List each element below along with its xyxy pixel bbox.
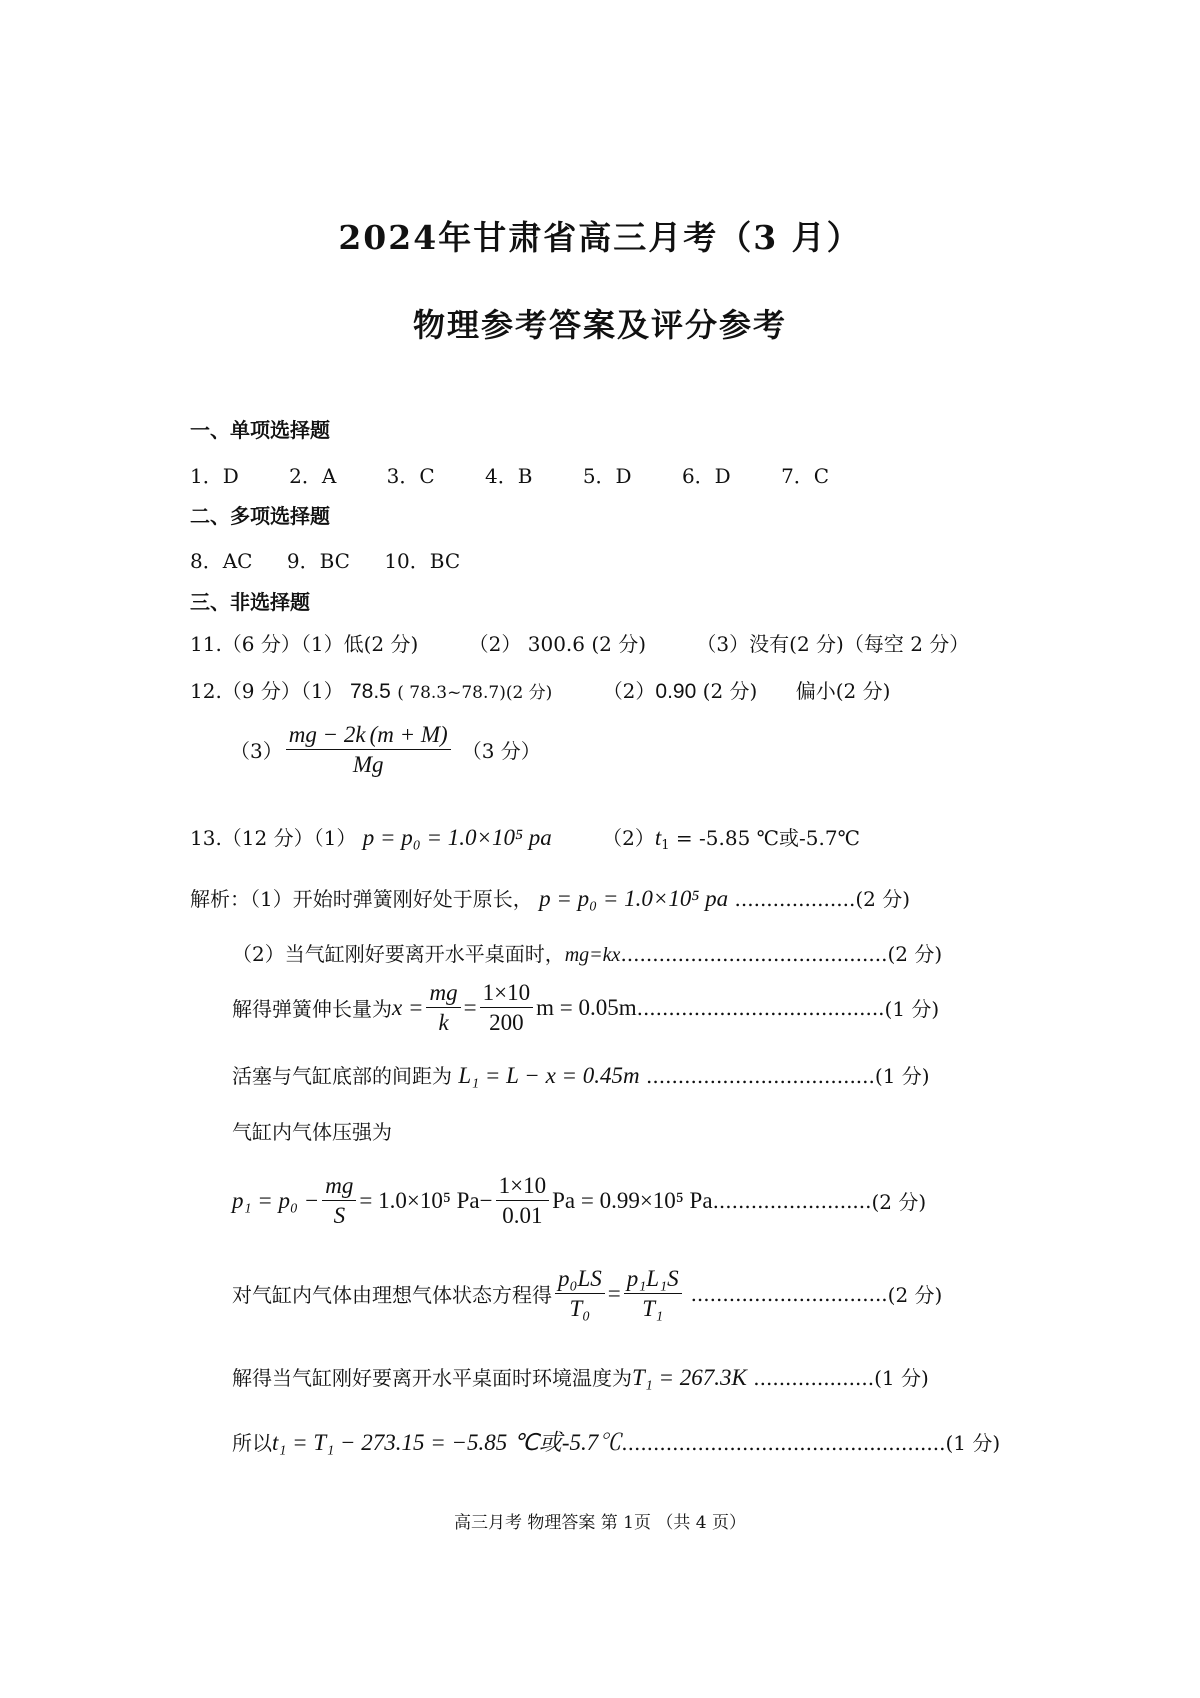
q12-value-1: 78.5 xyxy=(349,680,391,703)
step-g-frac-2-num: p₁L₁S xyxy=(626,1266,679,1291)
q12-part3-score: （3 分） xyxy=(461,739,541,764)
step-c-tail: m = 0.05m xyxy=(536,994,637,1020)
step-f-frac-1-den: S xyxy=(333,1203,346,1229)
step-f-frac-1-num: mg xyxy=(325,1173,354,1198)
q12-score-2: (2 分) xyxy=(702,679,758,703)
step-f-dots: ......................... xyxy=(712,1188,872,1213)
q13-eq2-var: t xyxy=(654,825,662,850)
step-f-lhs: p₁ = p₀ − xyxy=(232,1187,320,1213)
answer-item: 1．D xyxy=(190,464,239,488)
step-b-eq: mg=kx xyxy=(564,944,621,966)
page-subtitle: 物理参考答案及评分参考 xyxy=(412,306,787,344)
step-g-label: 对气缸内气体由理想气体状态方程得 xyxy=(232,1283,552,1308)
page-footer: 高三月考 物理答案 第 1页 （共 4 页） xyxy=(453,1513,747,1533)
step-c-frac-1-num: mg xyxy=(429,980,458,1005)
step-f-frac-2 xyxy=(496,1173,549,1229)
analysis-step-i xyxy=(232,1424,1000,1457)
q11-part1: 11.（6 分）（1）低(2 分) xyxy=(190,632,419,656)
step-f-frac-1 xyxy=(322,1173,356,1229)
step-d-eq: L₁ = L − x = 0.45m xyxy=(458,1063,640,1088)
q13-eq2-rest: = -5.85 ℃或-5.7℃ xyxy=(669,826,860,850)
step-f-score: (2 分) xyxy=(871,1190,927,1215)
step-c-frac-1-den: k xyxy=(438,1010,449,1036)
analysis-step-e: 气缸内气体压强为 xyxy=(232,1120,392,1144)
answer-item: 3．C xyxy=(386,464,435,488)
step-c-x: x = xyxy=(392,994,424,1020)
analysis-step-h xyxy=(232,1362,929,1391)
step-b-dots: .......................................... xyxy=(620,942,888,966)
step-i-eq: t₁ = T₁ − 273.15 = −5.85 ℃或-5.7℃ xyxy=(272,1430,622,1455)
step-g-frac-2-den: T₁ xyxy=(642,1296,664,1322)
analysis-step-d xyxy=(232,1060,930,1089)
q12-frac-num-c: (m + M) xyxy=(369,722,448,747)
q12-part2: （2） xyxy=(602,679,656,703)
q12-frac-den: Mg xyxy=(352,752,384,778)
step-g-frac-2 xyxy=(624,1266,682,1322)
step-a-label: 解析：（1）开始时弹簧刚好处于原长， xyxy=(190,887,533,911)
step-f-tail: Pa = 0.99×10⁵ Pa xyxy=(552,1187,713,1213)
page-title: 2024年甘肃省高三月考（3 月） xyxy=(338,218,862,257)
step-b-score: (2 分) xyxy=(887,942,943,966)
question-12-part3 xyxy=(230,722,541,778)
analysis-step-f xyxy=(232,1173,926,1229)
step-c-frac-1 xyxy=(426,980,460,1036)
analysis-step-c xyxy=(232,980,939,1036)
step-h-dots: ................... xyxy=(753,1366,875,1390)
step-i-label: 所以 xyxy=(232,1431,272,1455)
step-d-dots: .................................... xyxy=(646,1064,875,1088)
step-c-score: (1 分) xyxy=(884,997,940,1022)
step-c-frac-2-num: 1×10 xyxy=(480,980,533,1008)
step-f-frac-2-den: 0.01 xyxy=(502,1203,543,1229)
q11-part3: （3）没有(2 分)（每空 2 分） xyxy=(696,632,970,656)
step-h-label: 解得当气缸刚好要离开水平桌面时环境温度为 xyxy=(232,1366,632,1390)
question-13: 13.（12 分）（1） p = p₀ = 1.0×10⁵ pa $(2)t_1 = -5.85$ ℃或-5.7℃ xyxy=(190,825,860,853)
step-d-score: (1 分) xyxy=(874,1064,930,1088)
section-heading-non-choice: 三、非选择题 xyxy=(190,590,310,614)
answer-item: 7．C xyxy=(781,464,830,488)
q12-label: 12.（9 分）（1） xyxy=(190,679,344,703)
q12-value-2: 0.90 xyxy=(655,680,697,703)
step-c-eqs: = xyxy=(463,994,477,1020)
multi-choice-answers xyxy=(190,545,488,574)
q13-eq1: p = p₀ = 1.0×10⁵ pa xyxy=(362,825,552,850)
step-a-dots: ................... xyxy=(734,887,856,911)
step-i-dots: ................................................... xyxy=(621,1431,946,1455)
answer-item: 9．BC xyxy=(286,549,350,573)
answer-item: 4．B xyxy=(485,464,533,488)
answer-item: 10．BC xyxy=(384,549,461,573)
q13-label: 13.（12 分）（1） xyxy=(190,826,357,850)
q13-part2: （2） xyxy=(602,826,655,850)
step-a-score: (2 分) xyxy=(855,887,910,911)
q12-fraction xyxy=(286,722,451,778)
step-a-eq: p = p₀ = 1.0×10⁵ pa xyxy=(539,886,729,911)
step-g-frac-1-den: T₀ xyxy=(569,1296,591,1322)
q11-part2: （2） 300.6 (2 分) xyxy=(468,632,647,656)
step-c-frac-2 xyxy=(480,980,533,1036)
step-g-dots: ............................... xyxy=(690,1281,888,1306)
step-i-score: (1 分) xyxy=(945,1431,1001,1455)
answer-item: 5．D xyxy=(582,464,632,488)
analysis-step-g xyxy=(232,1266,942,1322)
step-f-frac-2-num: 1×10 xyxy=(496,1173,549,1201)
answer-item: 8．AC xyxy=(190,549,253,573)
single-choice-answers xyxy=(190,460,873,489)
step-g-eq: = xyxy=(607,1280,621,1306)
step-g-frac-1-num: p₀LS xyxy=(558,1266,602,1291)
step-c-label: 解得弹簧伸长量为 xyxy=(232,997,392,1022)
section-heading-multi-choice: 二、多项选择题 xyxy=(190,504,330,528)
analysis-step-b xyxy=(232,938,942,967)
step-h-eq: T₁ = 267.3K xyxy=(632,1365,747,1390)
question-11 xyxy=(190,628,969,657)
step-g-frac-1 xyxy=(555,1266,605,1322)
step-d-label: 活塞与气缸底部的间距为 xyxy=(232,1064,452,1088)
q12-part2b: 偏小(2 分) xyxy=(795,679,891,703)
answer-item: 2．A xyxy=(289,464,337,488)
section-heading-single-choice: 一、单项选择题 xyxy=(190,418,330,442)
q12-range: ( 78.3~78.7)(2 分) xyxy=(397,683,553,703)
q12-frac-num-b: − 2k xyxy=(316,722,366,747)
step-f-mid: = 1.0×10⁵ Pa− xyxy=(359,1187,493,1213)
analysis-step-a xyxy=(190,883,910,912)
answer-item: 6．D xyxy=(681,464,731,488)
step-g-score: (2 分) xyxy=(887,1283,943,1308)
step-c-dots: ....................................... xyxy=(636,995,885,1020)
step-c-frac-2-den: 200 xyxy=(489,1010,524,1036)
step-h-score: (1 分) xyxy=(874,1366,929,1390)
step-b-label: （2）当气缸刚好要离开水平桌面时， xyxy=(232,942,565,966)
q12-frac-num-a: mg xyxy=(288,722,317,747)
q12-part3-label: （3） xyxy=(230,739,283,764)
question-12 xyxy=(190,675,890,704)
